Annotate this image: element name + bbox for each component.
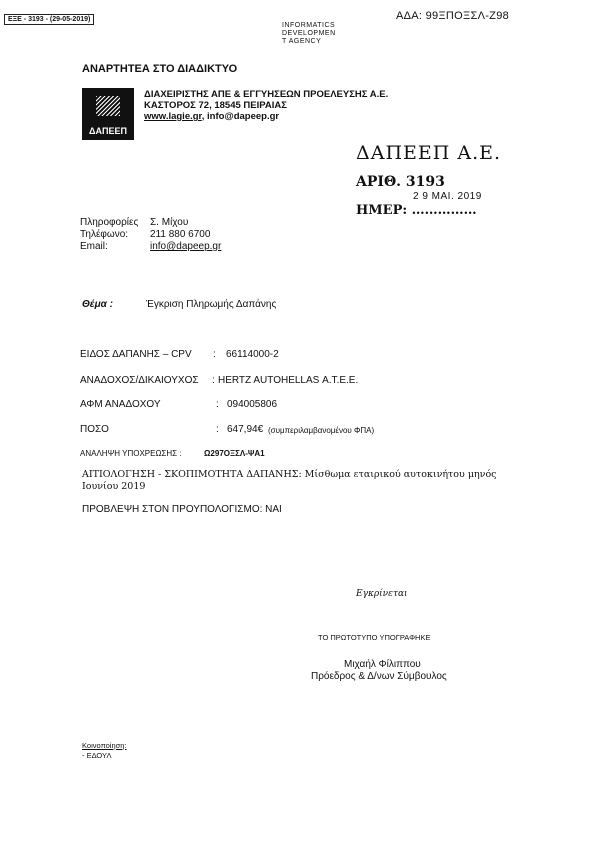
- org-name: ΔΙΑΧΕΙΡΙΣΤΗΣ ΑΠΕ & ΕΓΓΥΗΣΕΩΝ ΠΡΟΕΛΕΥΣΗΣ Α.Ε.: [144, 89, 389, 100]
- doc-title: ΔΑΠΕΕΠ Α.Ε.: [356, 142, 502, 164]
- cpv-value: 66114000-2: [226, 349, 279, 360]
- subject-label: Θέμα :: [82, 299, 113, 310]
- contact-value: 211 880 6700: [150, 229, 211, 240]
- afm-label: ΑΦΜ ΑΝΑΔΟΧΟΥ: [80, 399, 161, 410]
- logo-mark-icon: [96, 96, 120, 116]
- dapeep-logo: [82, 88, 134, 140]
- contact-label: Τηλέφωνο:: [80, 229, 129, 240]
- org-email[interactable]: info@dapeep.gr: [207, 111, 280, 122]
- amount-label: ΠΟΣΟ: [80, 424, 109, 435]
- original-signed-note: ΤΟ ΠΡΩΤΟΤΥΠΟ ΥΠΟΓΡΑΦΗΚΕ: [318, 633, 431, 642]
- contractor-label: ΑΝΑΔΟΧΟΣ/ΔΙΚΑΙΟΥΧΟΣ: [80, 375, 199, 386]
- cc-label: Κοινοποίηση:: [82, 741, 127, 750]
- org-links: www.lagie.gr, info@dapeep.gr: [144, 111, 280, 122]
- budget-line: ΠΡΟΒΛΕΨΗ ΣΤΟΝ ΠΡΟΥΠΟΛΟΓΙΣΜΟ: ΝΑΙ: [82, 504, 282, 515]
- website-link[interactable]: www.lagie.gr: [144, 111, 202, 122]
- cpv-label: ΕΙΔΟΣ ΔΑΠΑΝΗΣ – CPV: [80, 349, 192, 360]
- contact-label: Email:: [80, 241, 108, 252]
- commitment-label: ΑΝΑΛΗΨΗ ΥΠΟΧΡΕΩΣΗΣ :: [80, 449, 182, 458]
- signer-name: Μιχαήλ Φίλιππου: [344, 659, 421, 670]
- agency-stamp: [282, 22, 336, 46]
- doc-date-stamp: 2 9 ΜΑΙ. 2019: [413, 191, 482, 202]
- agency-line: DEVELOPMEN: [282, 30, 336, 37]
- afm-value: 094005806: [227, 399, 278, 410]
- amount-sep: :: [216, 424, 219, 435]
- doc-number: ΑΡΙΘ. 3193: [356, 174, 445, 190]
- contact-value: Σ. Μίχου: [150, 217, 189, 228]
- agency-line: INFORMATICS: [282, 22, 336, 29]
- justification-text: ΑΙΤΙΟΛΟΓΗΣΗ - ΣΚΟΠΙΜΟΤΗΤΑ ΔΑΠΑΝΗΣ: Μίσθωμα εταιρικού αυτοκινήτου μηνός Ιουνίου 2019: [82, 469, 497, 492]
- logo-text: ΔΑΠΕΕΠ: [89, 126, 127, 136]
- signer-title: Πρόεδρος & Δ/νων Σύμβουλος: [311, 671, 447, 682]
- amount-value: 647,94€: [227, 424, 264, 435]
- org-address: ΚΑΣΤΟΡΟΣ 72, 18545 ΠΕΙΡΑΙΑΣ: [144, 100, 287, 111]
- cc-item: - ΕΔΟΥΛ: [82, 751, 112, 760]
- contact-label: Πληροφορίες: [80, 217, 139, 228]
- agency-line: T AGENCY: [282, 38, 322, 45]
- contact-email-link[interactable]: info@dapeep.gr: [150, 241, 222, 252]
- protocol-stamp: ΕΞΕ - 3193 - (29-05-2019): [4, 14, 94, 25]
- approved-label: Εγκρίνεται: [356, 589, 408, 599]
- amount-note: (συμπεριλαμβανομένου ΦΠΑ): [268, 426, 375, 435]
- page-heading: ΑΝΑΡΤΗΤΕΑ ΣΤΟ ΔΙΑΔΙΚΤΥΟ: [82, 63, 238, 75]
- subject-value: Έγκριση Πληρωμής Δαπάνης: [146, 299, 277, 310]
- commitment-value: Ω297ΟΞΣΛ-ΨΑ1: [204, 449, 265, 458]
- ada-code: ΑΔΑ: 99ΞΠΟΞΣΛ-Ζ98: [396, 10, 510, 22]
- contractor-value: HERTZ AUTOHELLAS Α.Τ.Ε.Ε.: [218, 375, 359, 386]
- doc-date-label: ΗΜΕΡ: ……………: [356, 203, 477, 218]
- afm-sep: :: [216, 399, 219, 410]
- cpv-sep: :: [213, 349, 216, 360]
- contractor-sep: :: [212, 375, 215, 386]
